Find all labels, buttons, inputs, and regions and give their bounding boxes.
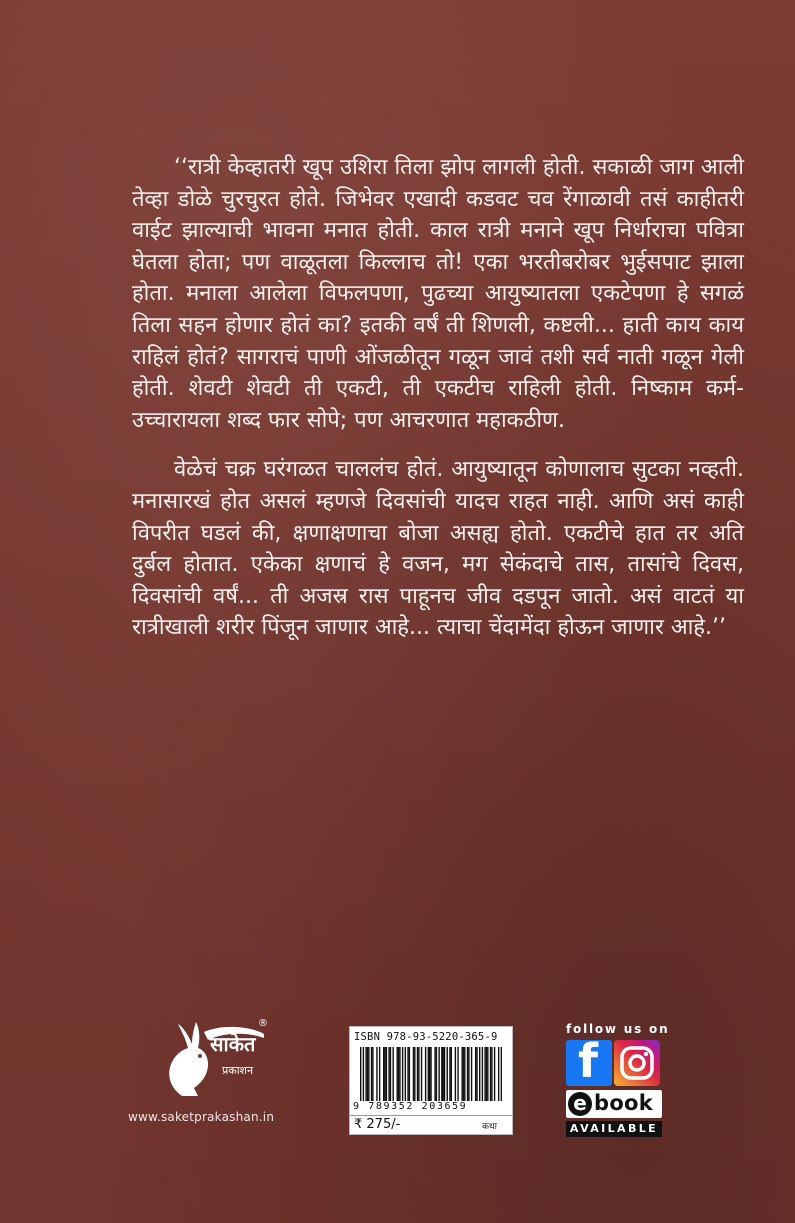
barcode-bar <box>367 1047 368 1101</box>
barcode-bar <box>498 1047 499 1101</box>
barcode-bar <box>482 1047 483 1101</box>
barcode-bar <box>490 1047 491 1101</box>
barcode-bar <box>491 1047 492 1101</box>
facebook-glyph: f <box>578 1040 599 1086</box>
available-label: AVAILABLE <box>566 1121 662 1137</box>
barcode-bar <box>425 1047 426 1101</box>
barcode-bar <box>484 1047 485 1101</box>
instagram-icon[interactable] <box>614 1040 660 1086</box>
barcode-bar <box>479 1047 480 1101</box>
barcode-bar <box>368 1047 369 1101</box>
barcode-bar <box>501 1047 502 1101</box>
barcode-bar <box>418 1047 419 1101</box>
barcode-bar <box>455 1047 456 1101</box>
barcode-bar <box>436 1047 437 1101</box>
publisher-name: साकेत <box>210 1032 256 1056</box>
barcode-bar <box>494 1047 495 1101</box>
barcode-bar <box>486 1047 487 1101</box>
barcode-bar <box>392 1047 393 1101</box>
barcode-bar <box>428 1047 429 1101</box>
barcode-bar <box>417 1047 418 1101</box>
barcode-box <box>349 1026 513 1135</box>
facebook-icon[interactable] <box>566 1040 612 1086</box>
barcode-bar <box>383 1047 384 1101</box>
barcode-bar <box>372 1047 373 1101</box>
barcode-bar <box>413 1047 414 1101</box>
barcode-bar <box>376 1047 377 1101</box>
barcode-bar <box>386 1047 387 1101</box>
barcode-bar <box>390 1047 391 1101</box>
barcode-bar <box>471 1047 472 1101</box>
isbn-label: ISBN 978-93-5220-365-9 <box>354 1031 498 1043</box>
barcode-bars <box>360 1047 502 1101</box>
barcode-bar <box>442 1047 443 1101</box>
price-row <box>350 1115 512 1135</box>
publisher-sub: प्रकाशन <box>222 1064 254 1077</box>
ebook-badge[interactable] <box>566 1090 662 1118</box>
barcode-bar <box>384 1047 385 1101</box>
barcode-bar <box>468 1047 469 1101</box>
barcode-bar <box>363 1047 364 1101</box>
barcode-bar <box>365 1047 366 1101</box>
barcode-bar <box>451 1047 452 1101</box>
barcode-bar <box>467 1047 468 1101</box>
blurb-paragraph-2: वेळेचं चक्र घरंगळत चाललंच होतं. आयुष्यातून कोणालाच सुटका नव्हती. मनासारखं होत असलं म्हणजे दिवसांची यादच राहत नाही. आणि असं काही विपरीत घडलं की, क्षणाक्षणाचा बोजा असह्य होतो. एकटीचे हात तर अति दुर्बल होतात. एकेका क्षणाचं हे वजन, मग सेकंदाचे तास, तासांचे दिवस, दिवसांची वर्षं... ती अजस्र रास पाहूनच जीव दडपून जातो. असं वाटतं या रात्रीखाली शरीर पिंजून जाणार आहे... त्याचा चेंदामेंदा होऊन जाणार आहे.’’ <box>132 457 744 641</box>
ebook-e-icon: e <box>568 1092 592 1116</box>
barcode-bar <box>463 1047 464 1101</box>
barcode-bar <box>388 1047 389 1101</box>
follow-us-label: follow us on <box>566 1022 670 1036</box>
blurb-text <box>132 152 744 644</box>
barcode-bar <box>429 1047 430 1101</box>
genre-label: कथा <box>482 1122 497 1132</box>
ebook-word: book <box>594 1091 654 1115</box>
barcode-bar <box>441 1047 442 1101</box>
barcode-bar <box>398 1047 399 1101</box>
barcode-number: 9 789352 203659 <box>353 1101 468 1112</box>
barcode-bar <box>438 1047 439 1101</box>
barcode-bar <box>475 1047 476 1101</box>
barcode-bar <box>405 1047 406 1101</box>
barcode-bar <box>434 1047 435 1101</box>
barcode-bar <box>407 1047 408 1101</box>
barcode-bar <box>414 1047 415 1101</box>
barcode-bar <box>371 1047 372 1101</box>
instagram-glyph-icon <box>614 1040 660 1086</box>
price: ₹ 275/- <box>354 1117 401 1132</box>
barcode-bar <box>397 1047 398 1101</box>
barcode-bar <box>461 1047 462 1101</box>
barcode-bar <box>360 1047 361 1101</box>
barcode-bar <box>399 1047 400 1101</box>
barcode-bar <box>487 1047 488 1101</box>
barcode-bar <box>402 1047 403 1101</box>
blurb-paragraph-1: ‘‘रात्री केव्हातरी खूप उशिरा तिला झोप लागली होती. सकाळी जाग आली तेव्हा डोळे चुरचुरत होते. जिभेवर एखादी कडवट चव रेंगाळावी तसं काहीतरी वाईट झाल्याची भावना मनात होती. काल रात्री मनाने खूप निर्धाराचा पवित्रा घेतला होता; पण वाळूतला किल्लाच तो! एका भरतीबरोबर भुईसपाट झाला होता. मनाला आलेला विफलपणा, पुढच्या आयुष्यातला एकटेपणा हे सगळं तिला सहन होणार होतं का? इतकी वर्षं ती शिणली, कष्टली... हाती काय काय राहिलं होतं? सागराचं पाणी ओंजळीतून गळून जावं तशी सर्व नाती गळून गेली होती. शेवटी शेवटी ती एकटी, ती एकटीच राहिली होती. निष्काम कर्म- उच्चारायला शब्द फार सोपे; पण आचरणात महाकठीण. <box>132 155 744 433</box>
barcode-bar <box>444 1047 445 1101</box>
barcode-bar <box>447 1047 448 1101</box>
publisher-website[interactable]: www.saketprakashan.in <box>128 1110 275 1124</box>
barcode-bar <box>449 1047 450 1101</box>
barcode-bar <box>430 1047 431 1101</box>
barcode-bar <box>457 1047 458 1101</box>
barcode-bar <box>476 1047 477 1101</box>
barcode-bar <box>409 1047 410 1101</box>
barcode-bar <box>421 1047 422 1101</box>
barcode-bar <box>379 1047 380 1101</box>
barcode-bar <box>464 1047 465 1101</box>
registered-mark: ® <box>258 1018 268 1029</box>
